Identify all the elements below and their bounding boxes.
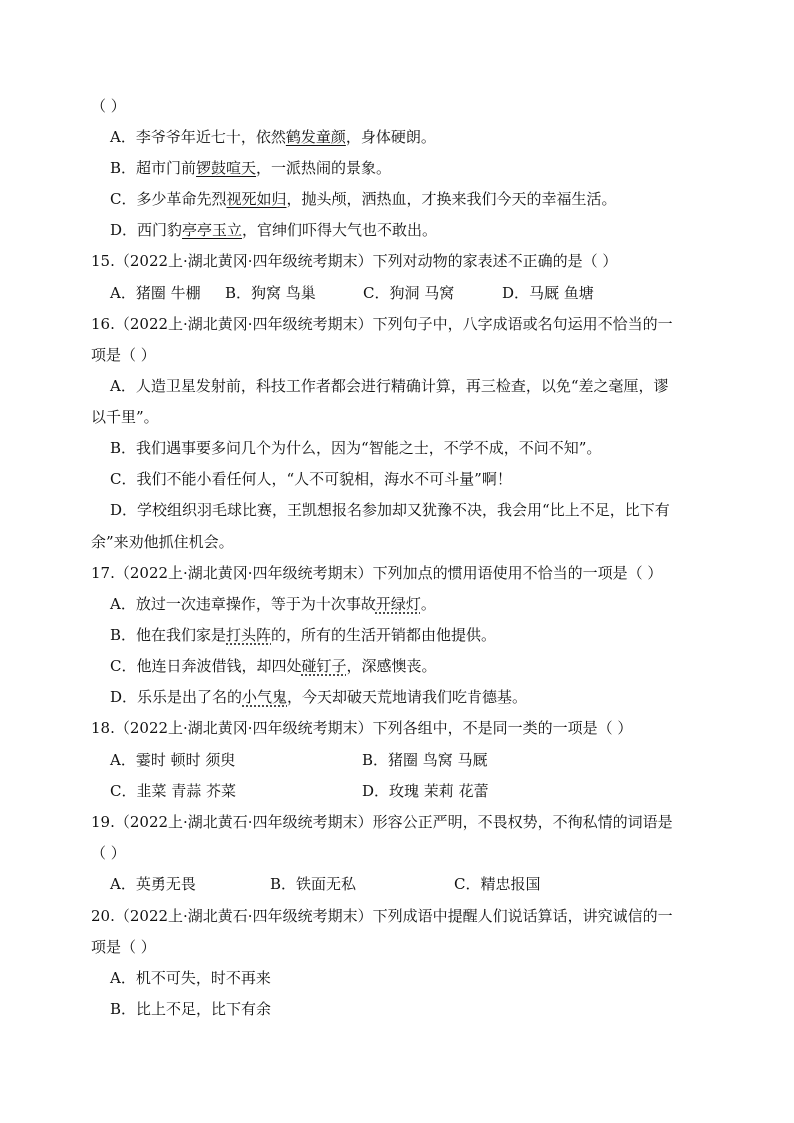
option-text: ，深感懊丧。 — [346, 657, 437, 675]
q16-option-d-line2: 余”来劝他抓住机会。 — [91, 533, 234, 551]
option-text: C．多少革命先烈 — [110, 190, 227, 208]
q18-option-c[interactable]: C．韭菜 青蒜 芥菜 — [110, 782, 237, 800]
q14-option-b[interactable] — [110, 158, 391, 178]
q16-option-b[interactable]: B．我们遇事要多问几个为什么，因为“智能之士，不学不成，不问不知”。 — [110, 439, 602, 457]
option-text: ，官绅们吓得大气也不敢出。 — [242, 221, 438, 239]
q16-option-d-line1[interactable]: D．学校组织羽毛球比赛，王凯想报名参加却又犹豫不决，我会用“比上不足，比下有 — [110, 501, 670, 519]
option-text: D．乐乐是出了名的 — [110, 688, 243, 706]
q18-option-d[interactable]: D．玫瑰 茉莉 花蕾 — [362, 782, 489, 800]
q14-option-c[interactable] — [110, 189, 617, 209]
q17-option-c[interactable] — [110, 656, 437, 676]
dotted-idiom: 碰钉子 — [301, 657, 347, 675]
q19-option-a[interactable]: A．英勇无畏 — [110, 875, 196, 893]
dotted-idiom: 开绿灯 — [375, 595, 421, 613]
underlined-idiom: 锣鼓喧天 — [196, 159, 257, 177]
underlined-idiom: 视死如归 — [226, 190, 287, 208]
q18-question: 18.（2022上·湖北黄冈·四年级统考期末）下列各组中，不是同一类的一项是（ ） — [91, 719, 633, 737]
q18-option-b[interactable]: B．猪圈 鸟窝 马厩 — [362, 751, 488, 769]
q16-question-line1: 16.（2022上·湖北黄冈·四年级统考期末）下列句子中，八字成语或名句运用不恰当的一 — [91, 315, 673, 333]
underlined-idiom: 鹤发童颜 — [285, 128, 346, 146]
q16-option-a-line2: 以千里”。 — [91, 408, 159, 426]
q15-option-d[interactable]: D．马厩 鱼塘 — [502, 284, 594, 302]
q15-option-b[interactable]: B．狗窝 鸟巢 — [225, 284, 316, 302]
q16-question-line2: 项是（ ） — [91, 346, 156, 364]
dotted-idiom: 小气鬼 — [242, 688, 288, 706]
underlined-idiom: 亭亭玉立 — [182, 221, 243, 239]
q16-option-c[interactable]: C．我们不能小看任何人，“人不可貌相，海水不可斗量”啊！ — [110, 470, 512, 488]
q15-option-c[interactable]: C．狗洞 马窝 — [363, 284, 455, 302]
option-text: D．西门豹 — [110, 221, 183, 239]
q19-option-c[interactable]: C．精忠报国 — [454, 875, 541, 893]
q17-question: 17.（2022上·湖北黄冈·四年级统考期末）下列加点的惯用语使用不恰当的一项是（ ） — [91, 564, 663, 582]
q15-question: 15.（2022上·湖北黄冈·四年级统考期末）下列对动物的家表述不正确的是（ ） — [91, 252, 618, 270]
option-text: ，一派热闹的景象。 — [256, 159, 392, 177]
option-text: A．放过一次违章操作，等于为十次事故 — [110, 595, 376, 613]
q20-option-b[interactable]: B．比上不足，比下有余 — [110, 1000, 272, 1018]
option-text: 。 — [420, 595, 436, 613]
q20-question-line1: 20.（2022上·湖北黄石·四年级统考期末）下列成语中提醒人们说话算话，讲究诚信的一 — [91, 907, 673, 925]
option-text: C．他连日奔波借钱，却四处 — [110, 657, 302, 675]
option-text: A．李爷爷年近七十，依然 — [110, 128, 286, 146]
option-text: ，今天却破天荒地请我们吃肯德基。 — [287, 688, 528, 706]
option-text: 的，所有的生活开销都由他提供。 — [271, 626, 497, 644]
option-text: B．超市门前 — [110, 159, 197, 177]
q16-option-a-line1[interactable]: A．人造卫星发射前，科技工作者都会进行精确计算，再三检查，以免“差之毫厘，谬 — [110, 377, 669, 395]
q19-question-line2: （ ） — [91, 844, 126, 862]
q18-option-a[interactable]: A．霎时 顿时 须臾 — [110, 751, 236, 769]
q17-option-d[interactable] — [110, 687, 527, 707]
q17-option-a[interactable] — [110, 594, 436, 614]
q20-option-a[interactable]: A．机不可失，时不再来 — [110, 969, 271, 987]
q19-question-line1: 19.（2022上·湖北黄石·四年级统考期末）形容公正严明，不畏权势，不徇私情的词语是 — [91, 813, 673, 831]
option-text: ，抛头颅，洒热血，才换来我们今天的幸福生活。 — [286, 190, 617, 208]
q17-option-b[interactable] — [110, 625, 496, 645]
dotted-idiom: 打头阵 — [226, 626, 272, 644]
q15-option-a[interactable]: A．猪圈 牛棚 — [110, 284, 201, 302]
q19-option-b[interactable]: B．铁面无私 — [270, 875, 357, 893]
q14-answer-blank: （ ） — [91, 97, 126, 115]
option-text: B．他在我们家是 — [110, 626, 227, 644]
q14-option-d[interactable] — [110, 220, 437, 240]
q20-question-line2: 项是（ ） — [91, 938, 156, 956]
option-text: ，身体硬朗。 — [345, 128, 436, 146]
q14-option-a[interactable] — [110, 127, 436, 147]
